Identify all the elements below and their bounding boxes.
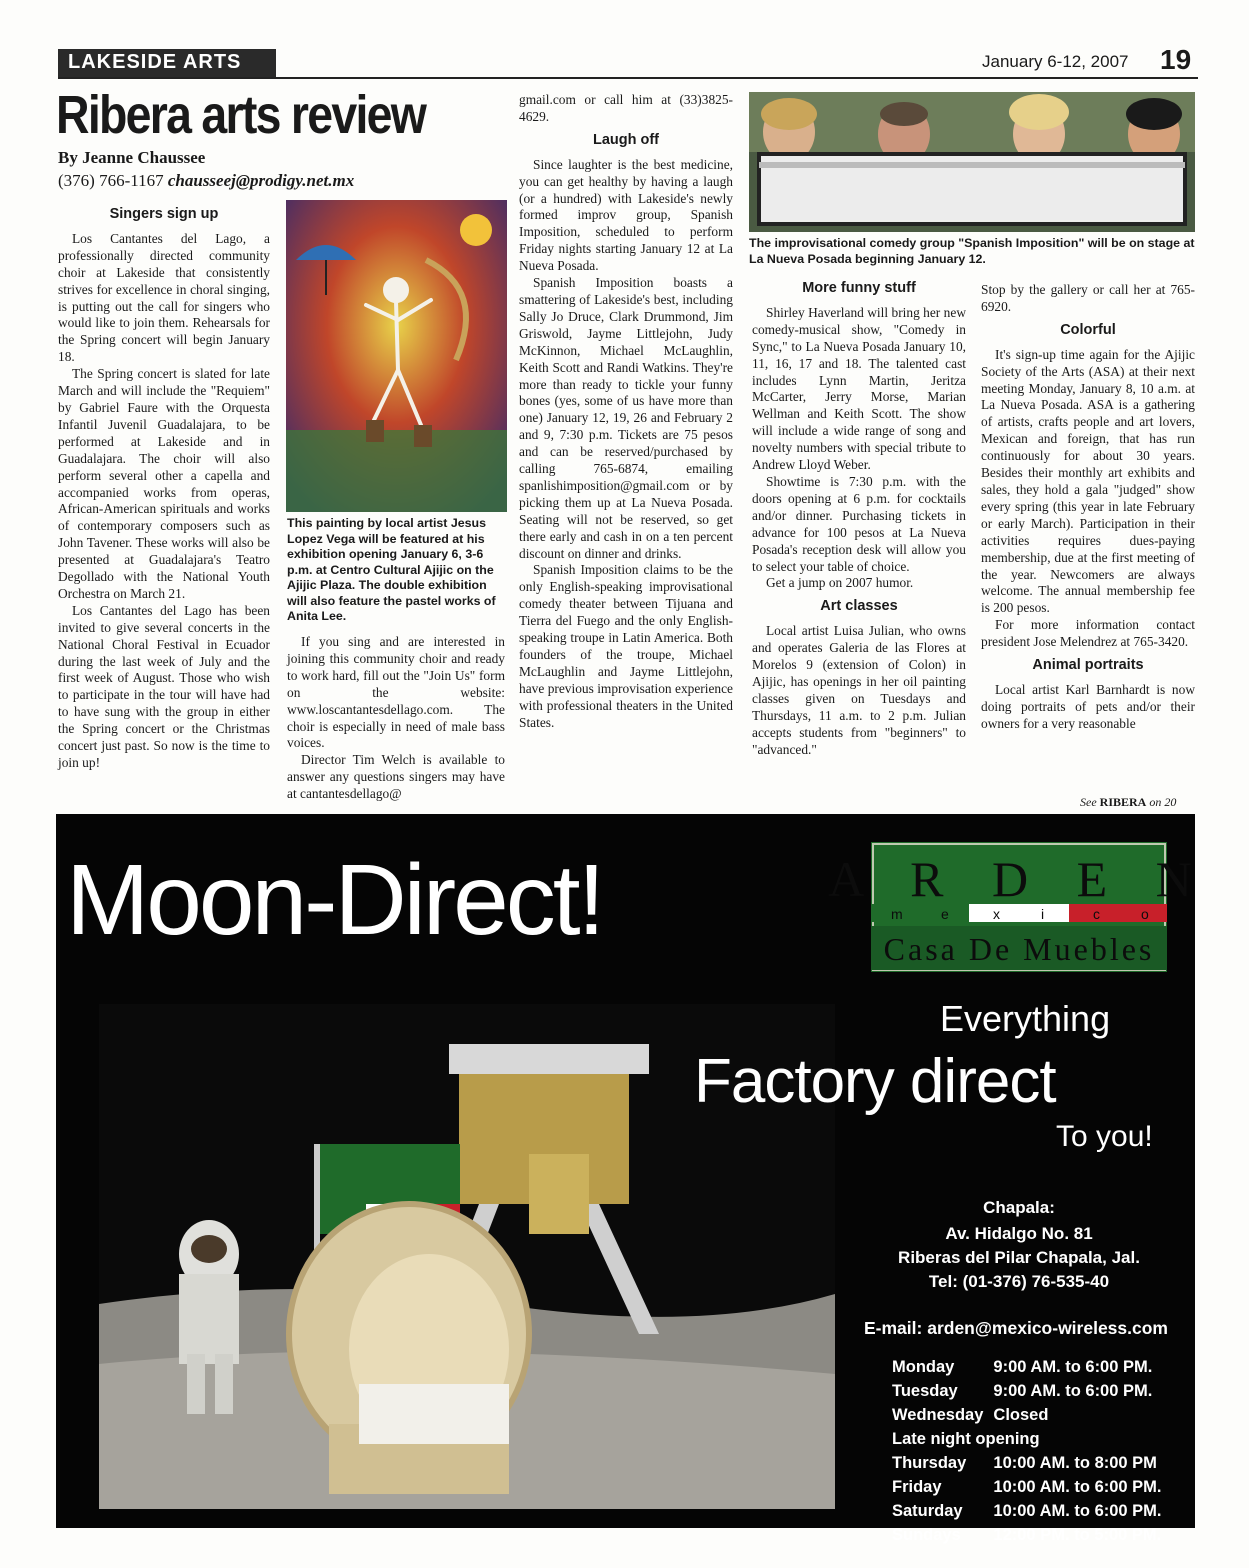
logo-mexico-o: o [1141,906,1149,922]
paragraph: gmail.com or call him at (33)3825-4629. [519,92,733,124]
hours-day: Thursday [892,1454,967,1472]
ad-address-2: Riberas del Pilar Chapala, Jal. [898,1248,1140,1267]
logo-mexico-m: m [891,906,903,922]
painting-caption: This painting by local artist Jesus Lopez Vega will be featured at his exhibition opening January 6, 3-6 p.m. at Centro Cultural Ajijic on the Ajijic Plaza. The double exhibition will also feature the pastel works of Anita Lee. [287,516,496,623]
ad-telephone[interactable]: Tel: (01-376) 76-535-40 [928,1272,1110,1291]
logo-arden-text: A R D E N [828,851,1210,907]
header-rule [58,77,1198,79]
paragraph: For more information contact president Jose Melendrez at 765-3420. [981,617,1195,650]
hours-time: 10:00 AM. to 8:00 PM [993,1454,1157,1472]
paragraph: Local artist Karl Barnhardt is now doing portraits of pets and/or their owners for a very reasonable [981,681,1195,731]
column-5 [981,282,1195,733]
issue-date: January 6-12, 2007 [982,52,1129,71]
hours-time: 9:00 AM. to 6:00 PM. [993,1382,1153,1400]
author-email[interactable]: chausseej@prodigy.net.mx [167,171,355,190]
subhead-singers: Singers sign up [109,206,219,222]
ad-headline: Moon-Direct! [66,844,603,956]
column-3 [519,92,733,732]
subhead-more-funny-stuff: More funny stuff [802,280,916,296]
column-4 [752,274,966,758]
hours-day: Saturday [892,1502,963,1520]
hours-day: Friday [892,1478,942,1496]
hours-day: Wednesday [892,1406,984,1424]
logo-mexico-e: e [941,906,949,922]
paragraph: Spanish Imposition claims to be the only English-speaking improvisational comedy theater between Tijuana and Tierra del Fuego and the only English-speaking troupe in Latin America. Both founders of the troupe, Michael McLaughlin and Jayme Littlejohn, have previous improvisation experience with professional theaters in the United States. [519,562,733,730]
ad-location: Chapala: [983,1198,1055,1217]
paragraph: Since laughter is the best medicine, you can get healthy by having a laugh (or a hundred) with Lakeside's newly formed improv group, Spanish Imposition, scheduled to perform Friday nights starting January 12 at La Nueva Posada. [519,156,733,274]
paragraph: Director Tim Welch is available to answer any questions singers may have at cantantesdellago@ [287,752,505,802]
hours-row [892,1476,1170,1498]
hours-time: 10:00 AM. to 6:00 PM. [993,1478,1162,1496]
comedy-photo-caption: The improvisational comedy group "Spanish Imposition" will be on stage at La Nueva Posada beginning January 12. [749,236,1195,266]
column-1 [58,200,270,772]
paragraph: It's sign-up time again for the Ajijic Society of the Arts (ASA) at their next meeting Monday, January 8, 10 a.m. at La Nueva Posada. ASA is a gathering of artists, crafts people and art lovers, Mexican and foreign, that has run continuously for about 30 years. Besides their monthly art exhibits and sales, they hold a gala "judged" show every spring (this year in late February or early March). Participation in their activities requires dues-paying membership, due at the first meeting of the year. Newcomers are always welcome. The annual membership fee is 200 pesos. [981,346,1195,616]
paragraph: Spanish Imposition boasts a smattering of Lakeside's best, including Sally Jo Druce, Clark Drummond, Jim Griswold, Jayme Littlejohn, Judy McKinnon, Michael McLaughlin, Keith Scott and Randi Watkins. They're more than ready to tickle your funny bones (yes, some of us have more than one) January 12, 19, 26 and February 2 and 9, 7:30 p.m. Tickets are 75 pesos and can be reserved/purchased by calling 765-6874, emailing spanlishimposition@gmail.com or by picking them up at La Nueva Posada. Seating will not be reserved, so get there early and cash in on a ten percent discount on dinner and drinks. [519,275,733,561]
painting-image [286,200,507,512]
paragraph: Shirley Haverland will bring her new comedy-musical show, "Comedy in Sync," to La Nueva Posada January 10, 11, 16, 17 and 18. The talented cast includes Lynn Martin, Jeritza McCarter, Jerry Morse, Marian Wellman and Keith Scott. The show will include a wide range of song and novelty numbers with special tribute to Andrew Lloyd Weber. [752,304,966,473]
subhead-laugh-off: Laugh off [592,131,660,148]
paragraph: Stop by the gallery or call her at 765-6920. [981,282,1195,314]
paragraph: Los Cantantes del Lago has been invited to give several concerts in the National Choral Festival in Ecuador during the last week of July and the first week of August. Those who wish to participate in the tour will have had to have sung with the group in either the Spring concert or the Christmas concert just past. So now is the time to join up! [58,602,270,770]
column-2 [287,634,505,803]
subhead-animal-portraits: Animal portraits [1032,657,1144,674]
logo-casa-text: Casa De Muebles [883,931,1155,967]
ad-address-1: Av. Hidalgo No. 81 [945,1224,1093,1243]
continued-link[interactable]: See RIBERA on 20 [1080,795,1177,809]
ad-tagline-toyou: To you! [1056,1120,1153,1153]
paragraph: Get a jump on 2007 humor. [766,575,914,591]
arden-logo [828,842,1210,972]
hours-row [892,1428,1170,1450]
paragraph: Local artist Luisa Julian, who owns and operates Galeria de las Flores at Morelos 9 (extension of Colon) in Ajijic, has openings in her oil painting classes given on Tuesdays and Thursdays, 11 a.m. to 2 p.m. Julian accepts students from "beginners" to "advanced." [752,623,966,757]
paragraph: Los Cantantes del Lago, a professionally directed community choir at Lakeside that consistently strives for excellence in choral singing, is putting out the call for singers who would like to join them. Rehearsals for the Spring concert will begin January 18. [58,230,270,365]
hours-time: 12:00 PM. to 5:00 PM. [993,1526,1162,1544]
hours-row [892,1452,1170,1474]
author-phone: (376) 766-1167 [58,171,164,190]
logo-mexico-c: c [1093,906,1100,922]
comedy-group-photo [749,92,1195,232]
hours-row [892,1380,1170,1402]
author-contact [58,171,354,191]
hours-day: Tuesday [892,1382,958,1400]
paragraph: If you sing and are interested in joining this community choir and ready to work hard, fill out the "Join Us" form on the website: www.loscantantesdellago.com. The choir is especially in need of male bass voices. [287,634,505,751]
hours-day: Monday [892,1358,955,1376]
page-number: 19 [1160,44,1192,75]
opening-hours [890,1354,1172,1548]
byline: By Jeanne Chaussee [58,148,206,167]
section-tag: LAKESIDE ARTS [58,49,276,77]
paragraph: Showtime is 7:30 p.m. with the doors opening at 6 p.m. for cocktails and/or dinner. Purchasing tickets in advance for 100 pesos at La Nueva Posada's reception desk will allow you to select your table of choice. [752,473,966,574]
hours-time: Closed [993,1406,1049,1424]
hours-day: Late night opening [892,1430,1040,1448]
arden-advertisement [56,814,1210,1544]
subhead-colorful: Colorful [1060,321,1116,338]
subhead-art-classes: Art classes [820,598,898,615]
hours-row [892,1524,1170,1546]
hours-row [892,1404,1170,1426]
ad-tagline-factory: Factory direct [694,1047,1056,1116]
logo-mexico-x: x [993,906,1000,922]
ad-tagline-everything: Everything [940,998,1111,1039]
article-headline: Ribera arts review [56,85,426,145]
ad-email[interactable]: E-mail: arden@mexico-wireless.com [864,1318,1168,1338]
hours-time: 9:00 AM. to 6:00 PM. [993,1358,1153,1376]
paragraph: The Spring concert is slated for late March and will include the "Requiem" by Gabriel Faure with the Orquesta Infantil Juvenil Guadalajara, to be performed at Lakeside and in Guadalajara. The choir will also perform several other a capella and accompanied works from operas, African-American spirituals and works of contemporary composers such as John Tavener. These works will also be presented at Guadalajara's Teatro Degollado with the National Youth Orchestra on March 21. [58,366,270,601]
hours-row [892,1356,1170,1378]
hours-day: Sundays [892,1526,961,1544]
hours-row [892,1500,1170,1522]
logo-mexico-i: i [1041,906,1045,922]
hours-time: 10:00 AM. to 6:00 PM. [993,1502,1162,1520]
